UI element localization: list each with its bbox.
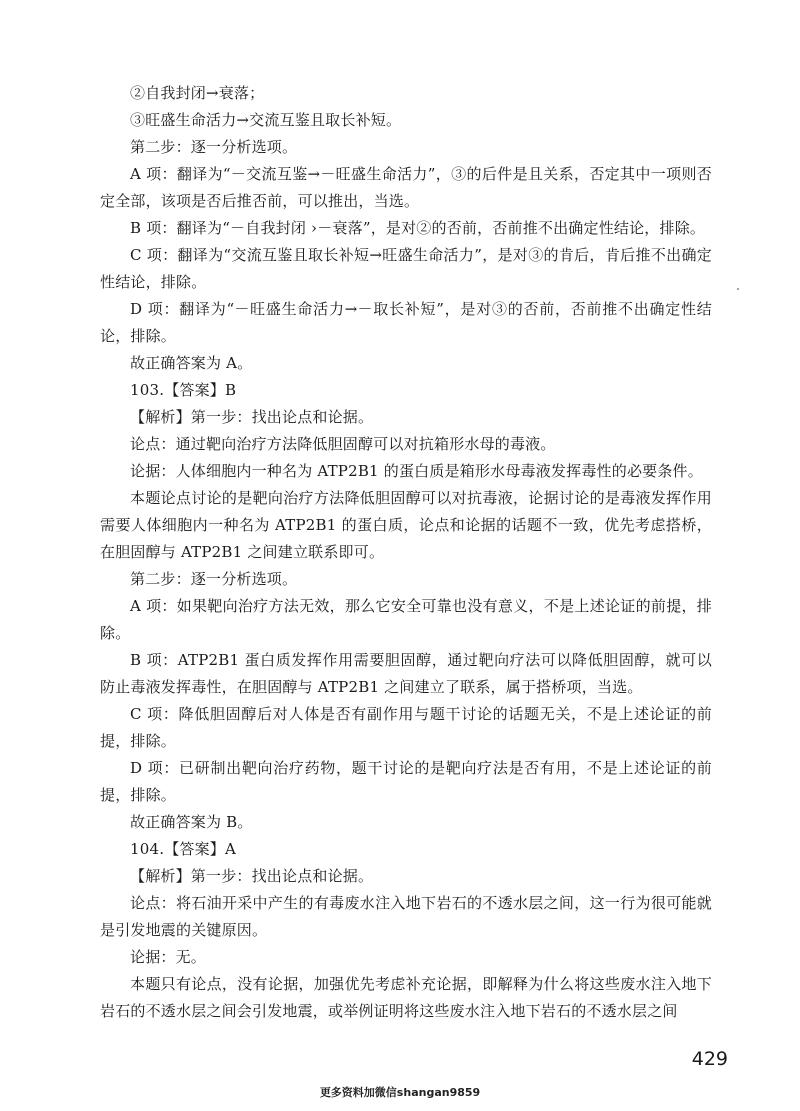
option-d-analysis-102: D 项：翻译为“－旺盛生命活力→－取长补短”，是对③的否前，否前推不出确定性结论，排除。: [100, 300, 712, 345]
footer-note: 更多资料加微信shangan9859: [319, 1086, 481, 1099]
option-a-analysis-102: A 项：翻译为“－交流互鉴→－旺盛生命活力”，③的后件是且关系，否定其中一项则否定全部，该项是否后推否前，可以推出，当选。: [100, 165, 712, 210]
answer-conclusion-103: 故正确答案为 B。: [130, 813, 253, 831]
question-103-evidence: 论据：人体细胞内一种名为 ATP2B1 的蛋白质是箱形水母毒液发挥毒性的必要条件。: [130, 462, 703, 480]
question-104-analysis-heading: 【解析】第一步：找出论点和论据。: [130, 867, 374, 885]
question-104-evidence: 论据：无。: [130, 948, 207, 966]
option-c-analysis-103: C 项：降低胆固醇后对人体是否有副作用与题干讨论的话题无关，不是上述论证的前提，排除。: [100, 705, 712, 750]
question-103-answer: 103.【答案】B: [130, 381, 237, 399]
question-103-analysis-heading: 【解析】第一步：找出论点和论据。: [130, 408, 374, 426]
question-103-discussion: 本题论点讨论的是靶向治疗方法降低胆固醇可以对抗毒液，论据讨论的是毒液发挥作用需要人体细胞内一种名为 ATP2B1 的蛋白质，论点和论据的话题不一致，优先考虑搭桥，在胆固醇与 ATP2B1 之间建立联系即可。: [100, 489, 712, 561]
question-104-answer: 104.【答案】A: [130, 840, 237, 858]
answer-conclusion-102: 故正确答案为 A。: [130, 354, 253, 372]
question-103-thesis: 论点：通过靶向治疗方法降低胆固醇可以对抗箱形水母的毒液。: [130, 435, 556, 453]
scan-speck: [737, 288, 739, 290]
question-104-thesis: 论点：将石油开采中产生的有毒废水注入地下岩石的不透水层之间，这一行为很可能就是引发地震的关键原因。: [100, 894, 712, 939]
paragraph-3: 第二步：逐一分析选项。: [130, 138, 298, 156]
option-b-analysis-102: B 项：翻译为“－自我封闭 ›－衰落”，是对②的否前，否前推不出确定性结论，排除。: [130, 219, 706, 237]
option-c-analysis-102: C 项：翻译为“交流互鉴且取长补短→旺盛生命活力”，是对③的肯后，肯后推不出确定性结论，排除。: [100, 246, 712, 291]
paragraph-1: ②自我封闭→衰落；: [130, 84, 265, 102]
option-d-analysis-103: D 项：已研制出靶向治疗药物，题干讨论的是靶向疗法是否有用，不是上述论证的前提，排除。: [100, 759, 712, 804]
question-103-step-two: 第二步：逐一分析选项。: [130, 570, 298, 588]
page-number: 429: [691, 1048, 728, 1070]
option-b-analysis-103: B 项：ATP2B1 蛋白质发挥作用需要胆固醇，通过靶向疗法可以降低胆固醇，就可以防止毒液发挥毒性，在胆固醇与 ATP2B1 之间建立了联系，属于搭桥项，当选。: [100, 651, 712, 696]
page-content: [100, 80, 712, 1025]
question-104-discussion: 本题只有论点，没有论据，加强优先考虑补充论据，即解释为什么将这些废水注入地下岩石的不透水层之间会引发地震，或举例证明将这些废水注入地下岩石的不透水层之间: [100, 975, 712, 1020]
option-a-analysis-103: A 项：如果靶向治疗方法无效，那么它安全可靠也没有意义，不是上述论证的前提，排除。: [100, 597, 712, 642]
paragraph-2: ③旺盛生命活力→交流互鉴且取长补短。: [130, 111, 402, 129]
